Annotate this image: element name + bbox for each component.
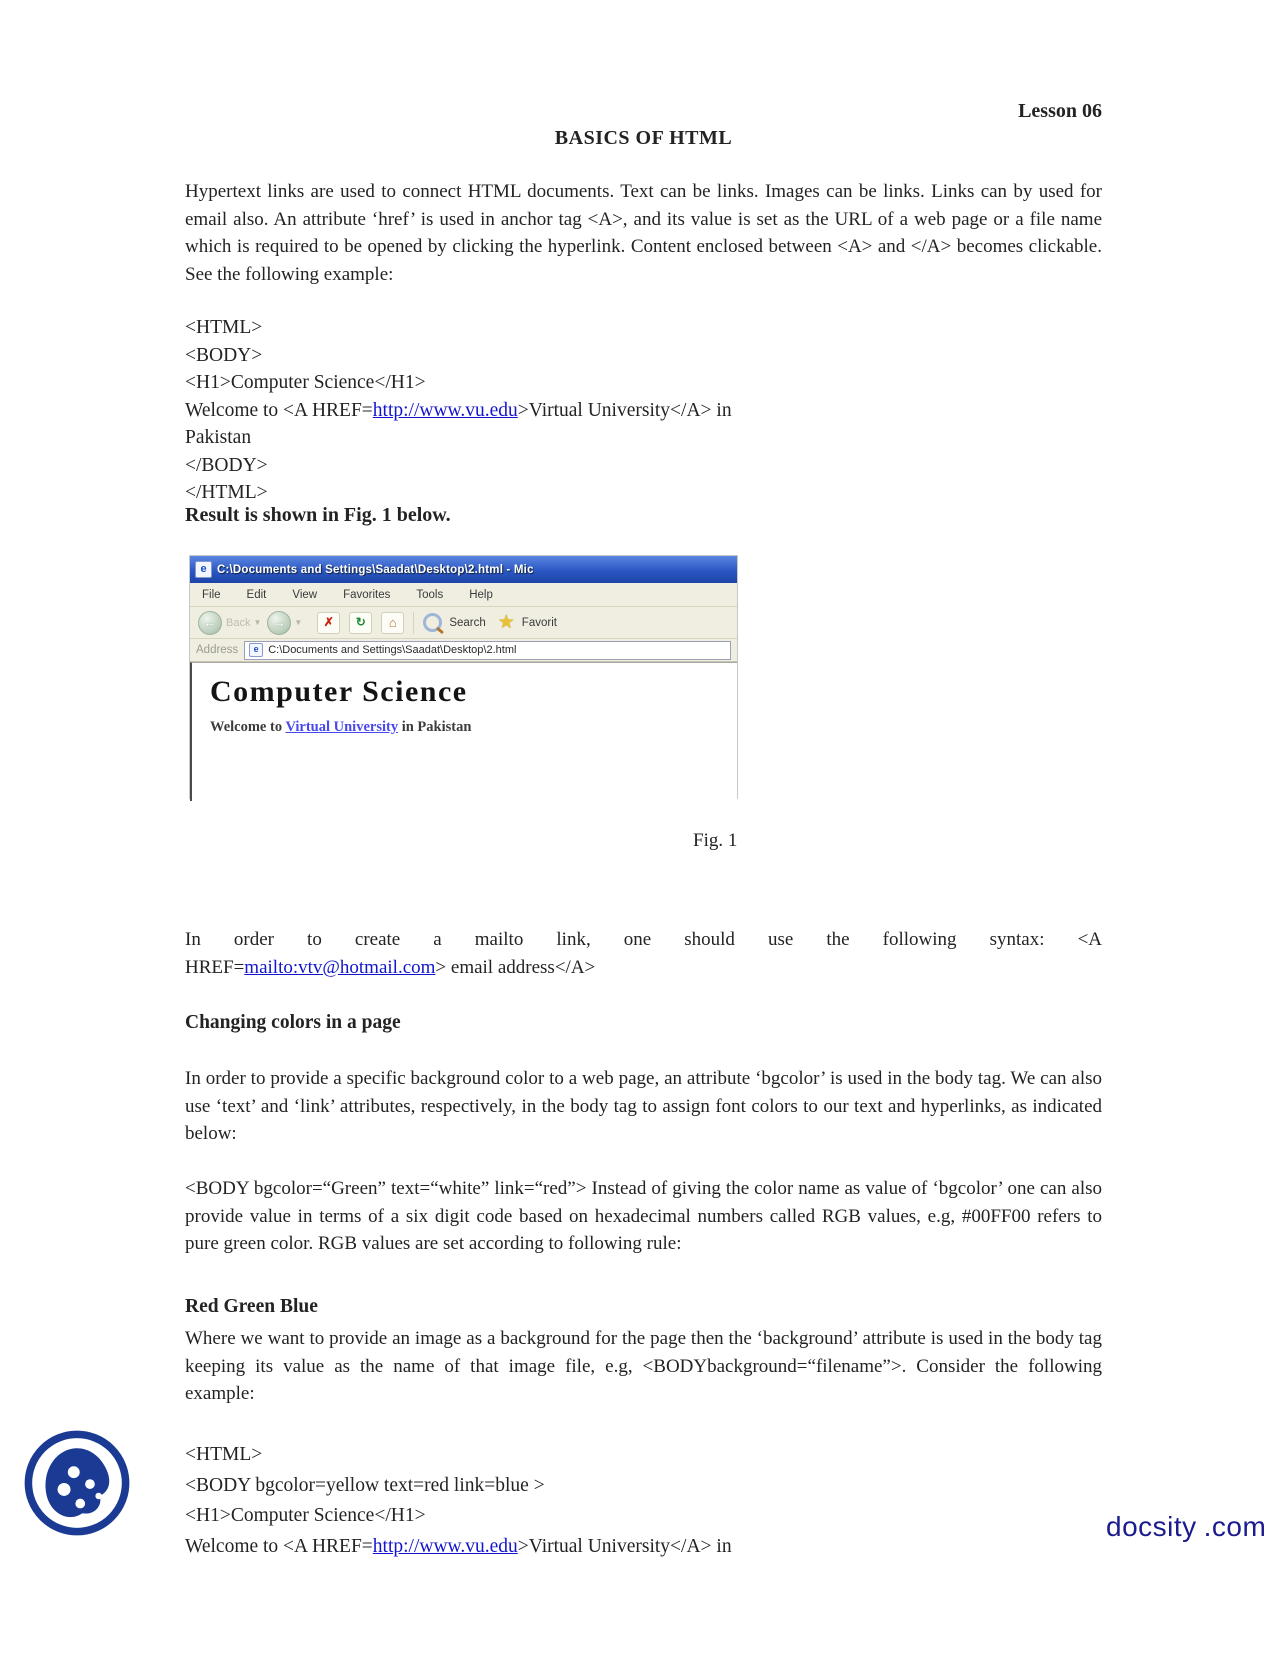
window-title: C:\Documents and Settings\Saadat\Desktop\2.html - Mic xyxy=(217,563,534,576)
intro-paragraph: Hypertext links are used to connect HTML documents. Text can be links. Images can be links. Links can by used for email also. An attribute ‘href’ is used in anchor tag <A>, and its value is set as the URL of a web page or a file name which is required to be opened by clicking the hyperlink. Content enclosed between <A> and </A> becomes clickable. See the following example: xyxy=(185,181,1102,285)
code-line: </HTML> xyxy=(185,482,268,503)
address-input xyxy=(244,641,731,660)
refresh-icon: ↻ xyxy=(349,612,372,634)
code-line: <H1>Computer Science</H1> xyxy=(185,372,426,393)
code-line: <HTML> xyxy=(185,317,263,338)
search-icon xyxy=(423,613,442,632)
section-heading-colors: Changing colors in a page xyxy=(185,1012,401,1033)
menu-item-edit: Edit xyxy=(246,588,267,601)
mailto-link[interactable]: mailto:vtv@hotmail.com xyxy=(244,956,436,978)
browser-toolbar xyxy=(190,607,737,639)
docsity-watermark[interactable] xyxy=(1106,1511,1266,1543)
browser-titlebar xyxy=(190,556,737,583)
code-line: <BODY bgcolor=yellow text=red link=blue > xyxy=(185,1474,545,1496)
colors-paragraph-2: <BODY bgcolor=“Green” text=“white” link=“red”> Instead of giving the color name as value of ‘bgcolor’ one can also provide value in terms of a six digit code based on hexadecimal numbers called RGB values, e.g, #00FF00 refers to pure green color. RGB values are set according to following rule: xyxy=(185,1178,1102,1254)
favorites-star-icon: ★ xyxy=(497,612,515,633)
vu-link[interactable]: http://www.vu.edu xyxy=(372,399,518,421)
toolbar-separator xyxy=(413,612,414,634)
back-button-icon: ← xyxy=(198,611,222,635)
section-heading-rgb: Red Green Blue xyxy=(185,1296,318,1317)
code-line: </BODY> xyxy=(185,454,268,476)
favorites-label: Favorit xyxy=(521,616,557,629)
result-caption: Result is shown in Fig. 1 below. xyxy=(185,504,451,526)
menu-item-view: View xyxy=(292,588,318,601)
figure-browser-screenshot xyxy=(190,556,737,798)
forward-button-icon: → xyxy=(267,611,291,635)
code-line: <HTML> xyxy=(185,1444,263,1465)
back-dropdown-icon: ▼ xyxy=(253,618,262,627)
address-label: Address xyxy=(196,644,239,656)
search-label: Search xyxy=(449,616,486,629)
address-page-icon: e xyxy=(249,643,263,657)
code-line: <H1>Computer Science</H1> xyxy=(185,1505,426,1526)
docsity-logo-icon xyxy=(23,1428,131,1538)
figure-caption: Fig. 1 xyxy=(693,830,738,851)
code-line: <BODY> xyxy=(185,344,263,366)
colors-paragraph-1: In order to provide a specific background color to a web page, an attribute ‘bgcolor’ is used in the body tag. We can also use ‘text’ and ‘link’ attributes, respectively, in the body tag to assign font colors to our text and hyperlinks, as indicated below: xyxy=(185,1068,1102,1144)
home-icon: ⌂ xyxy=(381,612,404,634)
menu-item-file: File xyxy=(202,588,221,601)
code-block-1 xyxy=(185,314,732,507)
page-title: BASICS OF HTML xyxy=(554,127,733,149)
mailto-paragraph: In order to create a mailto link, one should use the following syntax: <A HREF=mailto:vtv@hotmail.com> email address</A> xyxy=(185,929,1102,978)
docsity-domain[interactable]: .com xyxy=(1203,1511,1267,1542)
menu-item-favorites: Favorites xyxy=(343,588,391,601)
virtual-university-link: Virtual University xyxy=(285,719,399,735)
browser-menubar xyxy=(190,583,737,607)
browser-address-bar xyxy=(190,639,737,662)
code-line: Welcome to <A HREF=http://www.vu.edu>Virtual University</A> in xyxy=(185,399,732,421)
browser-page-heading: Computer Science xyxy=(210,675,468,708)
forward-dropdown-icon: ▼ xyxy=(294,618,303,627)
code-line: Pakistan xyxy=(185,427,252,448)
vu-link[interactable]: http://www.vu.edu xyxy=(372,1535,518,1557)
menu-item-tools: Tools xyxy=(416,588,444,601)
docsity-brand[interactable]: docsity xyxy=(1106,1511,1197,1542)
menu-item-help: Help xyxy=(469,588,493,601)
rgb-paragraph: Where we want to provide an image as a background for the page then the ‘background’ attribute is used in the body tag keeping its value as the name of that image file, e.g, <BODYbackground=“filename”>. Consider the following example: xyxy=(185,1328,1102,1404)
code-line: Welcome to <A HREF=http://www.vu.edu>Virtual University</A> in xyxy=(185,1535,732,1557)
ie-page-icon: e xyxy=(195,561,212,578)
stop-icon: ✗ xyxy=(317,612,340,634)
back-button-label: Back xyxy=(226,616,251,629)
browser-welcome-text: Welcome to Virtual University in Pakistan xyxy=(210,719,472,735)
code-block-2 xyxy=(185,1440,732,1562)
address-value: C:\Documents and Settings\Saadat\Desktop\2.html xyxy=(268,644,517,656)
lesson-label: Lesson 06 xyxy=(1018,100,1102,122)
browser-content xyxy=(190,662,737,801)
